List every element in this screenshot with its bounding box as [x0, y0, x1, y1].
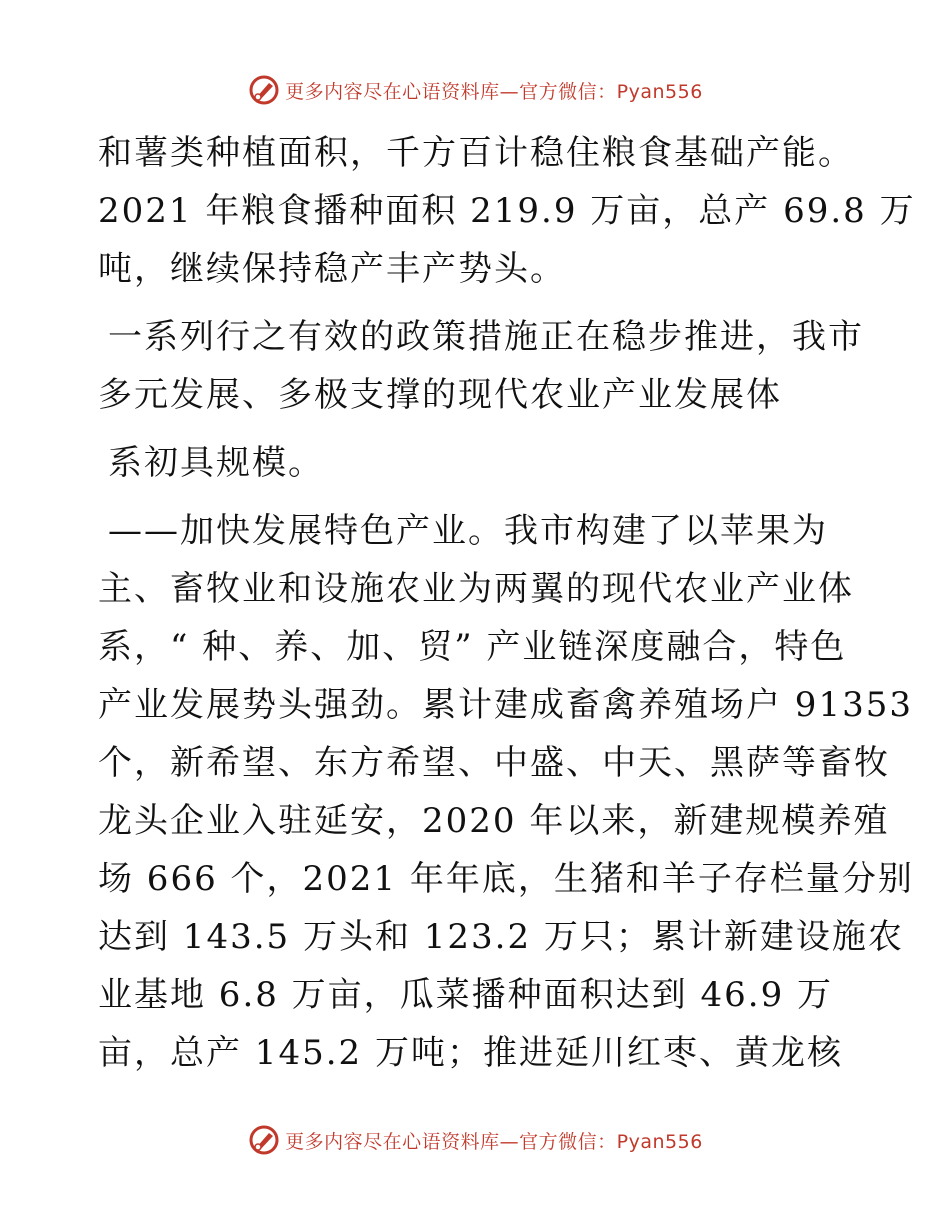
text-line: 个，新希望、东方希望、中盛、中天、黑萨等畜牧	[98, 743, 890, 783]
header-banner-text: 更多内容尽在心语资料库—官方微信：Pyan556	[285, 80, 703, 103]
text-line: 龙头企业入驻延安，2020 年以来，新建规模养殖	[98, 801, 890, 841]
footer-banner	[0, 1120, 950, 1160]
footer-banner-text: 更多内容尽在心语资料库—官方微信：Pyan556	[285, 1130, 703, 1153]
text-line: 达到 143.5 万头和 123.2 万只；累计新建设施农	[98, 917, 904, 957]
text-line: 2021 年粮食播种面积 219.9 万亩，总产 69.8 万	[98, 191, 916, 231]
text-line: 多元发展、多极支撑的现代农业产业发展体	[98, 375, 782, 415]
text-line: 和薯类种植面积，千方百计稳住粮食基础产能。	[98, 133, 854, 173]
brush-circle-logo-icon	[247, 1123, 281, 1157]
text-line: 场 666 个，2021 年年底，生猪和羊子存栏量分别	[98, 859, 914, 899]
text-line: 系，“ 种、养、加、贸” 产业链深度融合，特色	[98, 627, 847, 667]
text-line: 产业发展势头强劲。累计建成畜禽养殖场户 91353	[98, 685, 913, 725]
text-line: 一系列行之有效的政策措施正在稳步推进，我市	[108, 317, 864, 357]
brush-circle-logo-icon	[247, 73, 281, 107]
text-line: 系初具规模。	[108, 443, 324, 483]
text-line: 吨，继续保持稳产丰产势头。	[98, 249, 566, 289]
text-line: 亩，总产 145.2 万吨；推进延川红枣、黄龙核	[98, 1033, 843, 1073]
text-line: 业基地 6.8 万亩，瓜菜播种面积达到 46.9 万	[98, 975, 834, 1015]
header-banner	[0, 70, 950, 110]
document-body	[98, 124, 916, 1082]
text-line: 主、畜牧业和设施农业为两翼的现代农业产业体	[98, 569, 854, 609]
text-line: ——加快发展特色产业。我市构建了以苹果为	[108, 511, 828, 551]
